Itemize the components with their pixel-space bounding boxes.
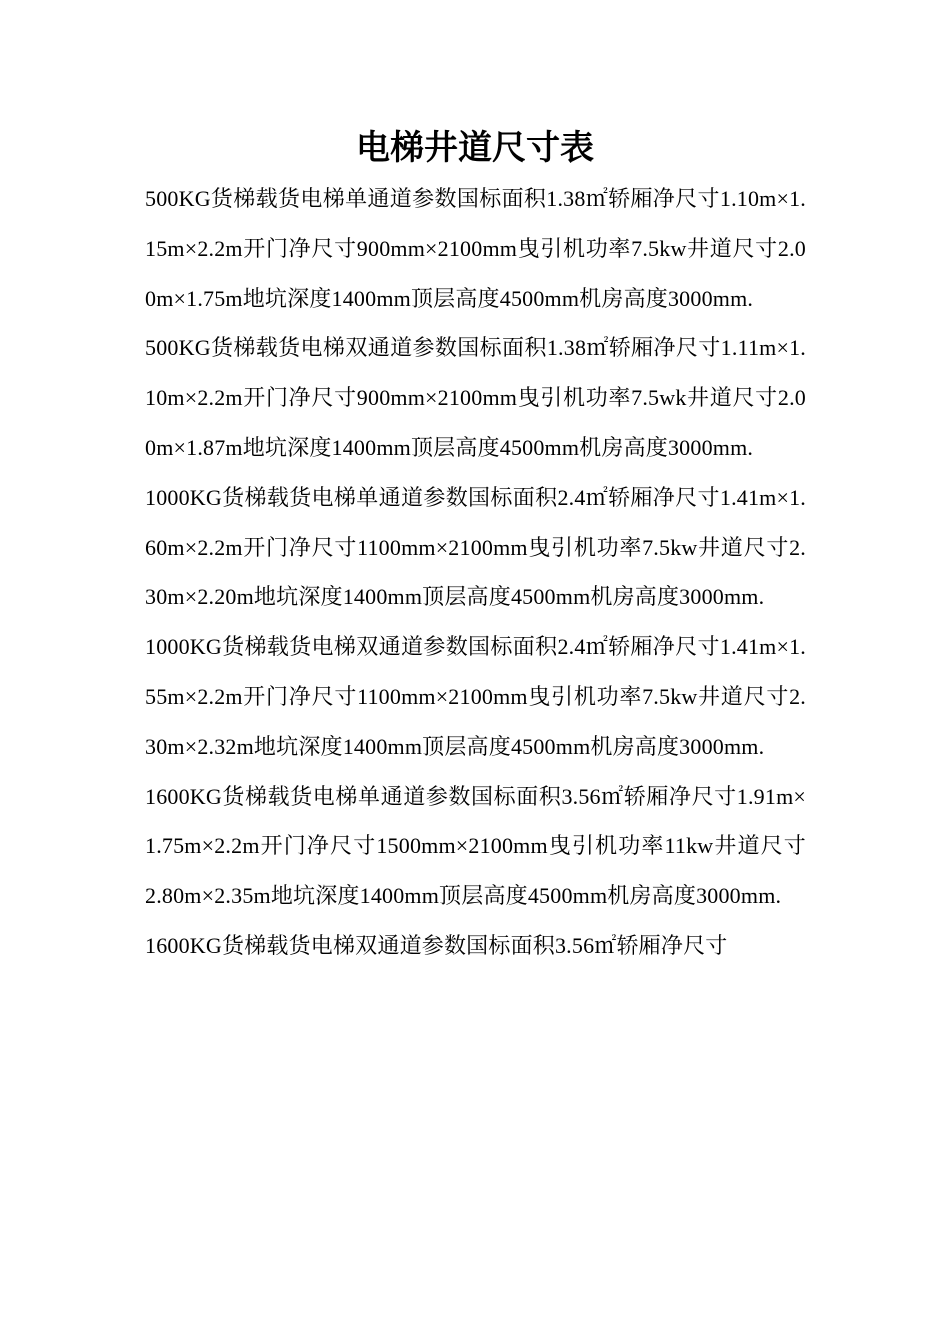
paragraph-500kg-double: 500KG货梯载货电梯双通道参数国标面积1.38㎡轿厢净尺寸1.11m×1.10m×2.2m开门净尺寸900mm×2100mm曳引机功率7.5wk井道尺寸2.00m×1.87m地坑深度1400mm顶层高度4500mm机房高度3000mm.	[145, 335, 806, 460]
paragraph-500kg-single: 500KG货梯载货电梯单通道参数国标面积1.38㎡轿厢净尺寸1.10m×1.15m×2.2m开门净尺寸900mm×2100mm曳引机功率7.5kw井道尺寸2.00m×1.75m地坑深度1400mm顶层高度4500mm机房高度3000mm.	[145, 186, 806, 311]
paragraph-1600kg-single: 1600KG货梯载货电梯单通道参数国标面积3.56㎡轿厢净尺寸1.91m×1.75m×2.2m开门净尺寸1500mm×2100mm曳引机功率11kw井道尺寸2.80m×2.35m地坑深度1400mm顶层高度4500mm机房高度3000mm.	[145, 783, 806, 909]
paragraph-1000kg-double: 1000KG货梯载货电梯双通道参数国标面积2.4㎡轿厢净尺寸1.41m×1.55m×2.2m开门净尺寸1100mm×2100mm曳引机功率7.5kw井道尺寸2.30m×2.32m地坑深度1400mm顶层高度4500mm机房高度3000mm.	[145, 634, 806, 759]
document-title: 电梯井道尺寸表	[356, 130, 594, 167]
paragraph-1000kg-single: 1000KG货梯载货电梯单通道参数国标面积2.4㎡轿厢净尺寸1.41m×1.60m×2.2m开门净尺寸1100mm×2100mm曳引机功率7.5kw井道尺寸2.30m×2.20m地坑深度1400mm顶层高度4500mm机房高度3000mm.	[145, 484, 806, 610]
paragraph-1600kg-double: 1600KG货梯载货电梯双通道参数国标面积3.56㎡轿厢净尺寸	[145, 932, 728, 958]
document-body	[145, 174, 806, 971]
